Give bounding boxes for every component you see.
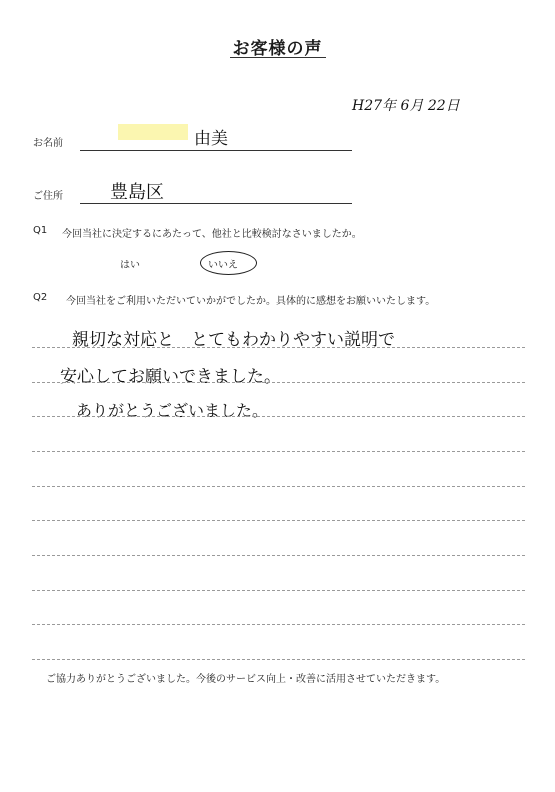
q1-question: 今回当社に決定するにあたって、他社と比較検討なさいましたか。 [62, 229, 362, 240]
ruled-line [32, 555, 525, 556]
ruled-line [32, 416, 525, 417]
q1-option-yes: はい [120, 260, 140, 271]
ruled-line [32, 382, 525, 383]
q2-number: Q2 [33, 292, 48, 303]
address-label: ご住所 [33, 191, 63, 202]
ruled-line [32, 520, 525, 521]
ruled-line [32, 486, 525, 487]
q2-question: 今回当社をご利用いただいていかがでしたか。具体的に感想をお願いいたします。 [66, 296, 436, 307]
q1-option-no: いいえ [208, 260, 238, 271]
name-label: お名前 [33, 138, 63, 149]
ruled-line [32, 624, 525, 625]
ruled-line [32, 659, 525, 660]
answer-line-2: 安心してお願いできました。 [60, 367, 281, 387]
redaction-highlight [118, 124, 188, 140]
address-value: 豊島区 [110, 182, 164, 203]
title-underline [230, 57, 326, 58]
ruled-line [32, 347, 525, 348]
ruled-line [32, 590, 525, 591]
handwritten-date: H27年 6月 22日 [352, 98, 460, 114]
answer-line-1: 親切な対応と とてもわかりやすい説明で [72, 330, 395, 350]
name-underline [80, 150, 352, 151]
ruled-line [32, 451, 525, 452]
name-value: 由美 [194, 129, 228, 149]
q1-number: Q1 [33, 225, 48, 236]
page-title: お客様の声 [232, 39, 323, 59]
answer-line-3: ありがとうございました。 [76, 401, 269, 420]
address-underline [80, 203, 352, 204]
footer-thanks: ご協力ありがとうございました。今後のサービス向上・改善に活用させていただきます。 [46, 674, 446, 685]
